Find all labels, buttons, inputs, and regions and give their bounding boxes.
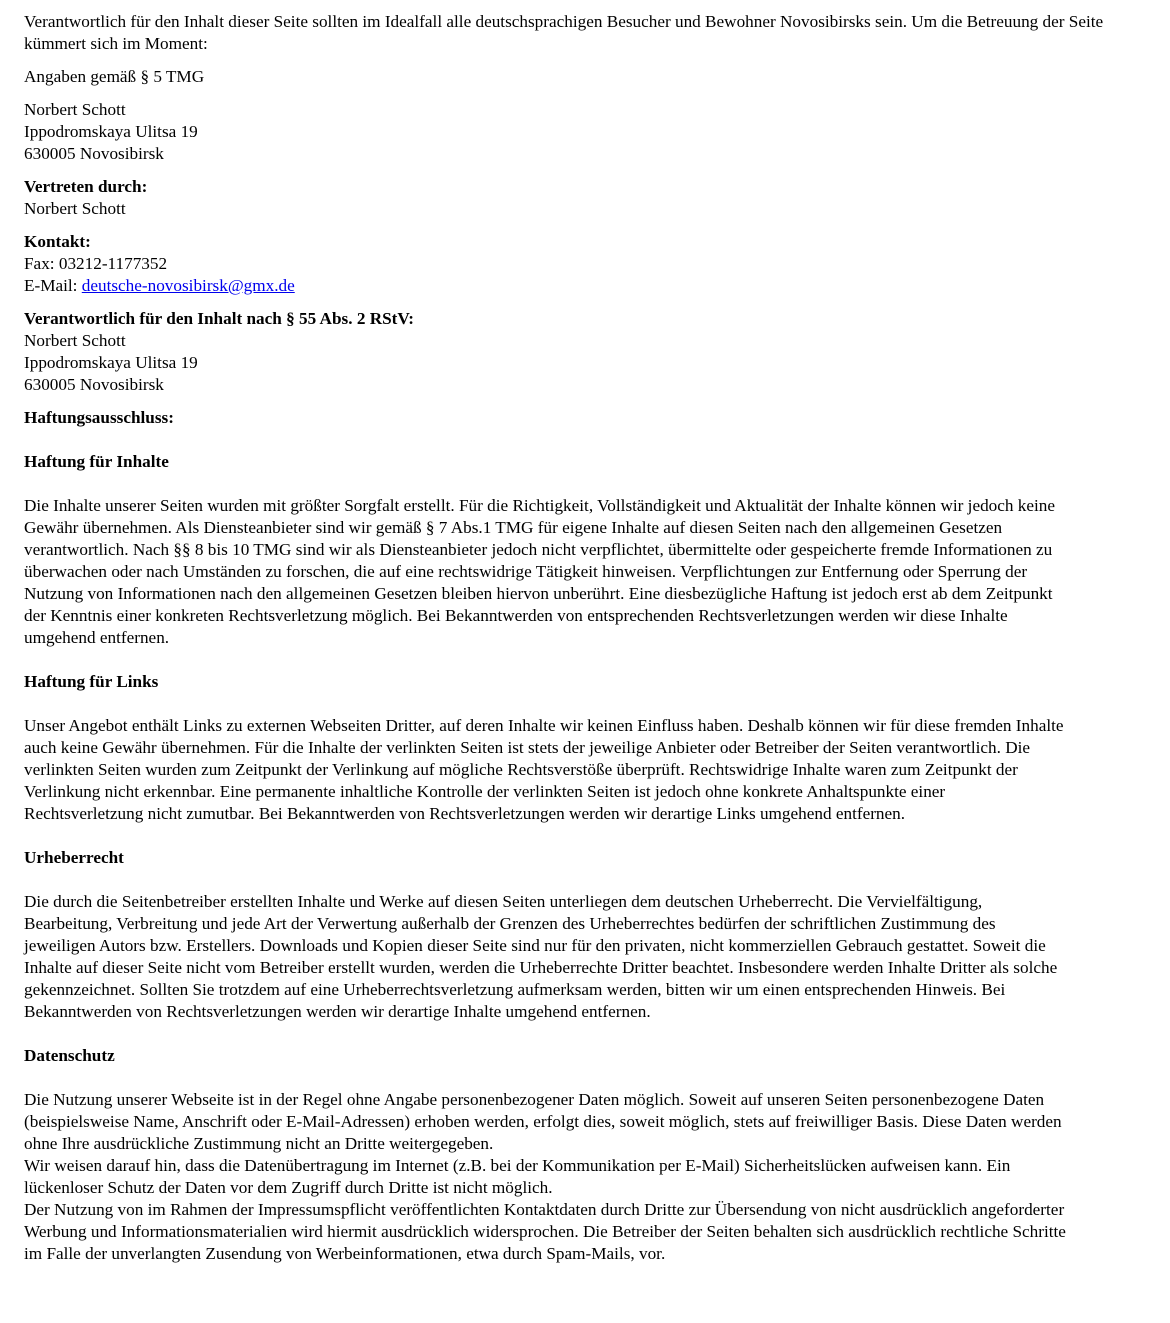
section-line: Die Inhalte unserer Seiten wurden mit größter Sorgfalt erstellt. Für die Richtigkeit, Vollständigkeit und Aktualität der Inhalte können wir jedoch keine (24, 496, 1056, 515)
section-line: der Kenntnis einer konkreten Rechtsverletzung möglich. Bei Bekanntwerden von entsprechenden Rechtsverletzungen werden wir diese Inhalte (24, 606, 1008, 625)
contact-fax: Fax: 03212-1177352 (24, 254, 168, 273)
represented-label: Vertreten durch: (24, 177, 148, 196)
section-title: Datenschutz (24, 1046, 115, 1065)
section-line: Gewähr übernehmen. Als Diensteanbieter sind wir gemäß § 7 Abs.1 TMG für eigene Inhalte auf diesen Seiten nach den allgemeinen Gesetzen (24, 518, 1003, 537)
responsible-block (24, 308, 1146, 396)
tmg-heading: Angaben gemäß § 5 TMG (24, 67, 205, 86)
responsible-label: Verantwortlich für den Inhalt nach § 55 Abs. 2 RStV: (24, 309, 414, 328)
section-line: umgehend entfernen. (24, 628, 170, 647)
section-title: Urheberrecht (24, 848, 124, 867)
address-city: 630005 Novosibirsk (24, 144, 164, 163)
section-line: ohne Ihre ausdrückliche Zustimmung nicht an Dritte weitergegeben. (24, 1134, 494, 1153)
represented-name: Norbert Schott (24, 199, 126, 218)
section-line: Bearbeitung, Verbreitung und jede Art der Verwertung außerhalb der Grenzen des Urheberrechtes bedürfen der schriftlichen Zustimmung des (24, 914, 996, 933)
disclaimer-heading: Haftungsausschluss: (24, 408, 174, 427)
address-block (24, 99, 1146, 165)
address-name: Norbert Schott (24, 100, 126, 119)
responsible-name: Norbert Schott (24, 331, 126, 350)
section-line: verantwortlich. Nach §§ 8 bis 10 TMG sind wir als Diensteanbieter jedoch nicht verpflichtet, übermittelte oder gespeicherte fremde Informationen zu (24, 540, 1053, 559)
section-line: Der Nutzung von im Rahmen der Impressumspflicht veröffentlichten Kontaktdaten durch Dritte zur Übersendung von nicht ausdrücklich angeforderter (24, 1200, 1065, 1219)
address-street: Ippodromskaya Ulitsa 19 (24, 122, 198, 141)
section-urheberrecht (24, 847, 1146, 1023)
contact-email-line (24, 275, 1146, 297)
responsible-city: 630005 Novosibirsk (24, 375, 164, 394)
intro-text: Verantwortlich für den Inhalt dieser Seite sollten im Idealfall alle deutschsprachigen Besucher und Bewohner Novosibirsks sein. Um die Betreuung der Seite kümmert sich im Moment: (24, 12, 1104, 53)
section-line: Werbung und Informationsmaterialien wird hiermit ausdrücklich widersprochen. Die Betreiber der Seiten behalten sich ausdrücklich rechtliche Schritte (24, 1222, 1066, 1241)
section-body (24, 715, 1146, 825)
section-line: jeweiligen Autors bzw. Erstellers. Downloads und Kopien dieser Seite sind nur für den privaten, nicht kommerziellen Gebrauch gestattet. Soweit die (24, 936, 1046, 955)
section-haftung-links (24, 671, 1146, 825)
represented-block (24, 176, 1146, 220)
section-line: Rechtsverletzung nicht zumutbar. Bei Bekanntwerden von Rechtsverletzungen werden wir derartige Links umgehend entfernen. (24, 804, 906, 823)
section-line: lückenloser Schutz der Daten vor dem Zugriff durch Dritte ist nicht möglich. (24, 1178, 553, 1197)
email-link[interactable]: deutsche-novosibirsk@gmx.de (81, 276, 295, 295)
section-body (24, 1089, 1146, 1265)
section-line: verlinkten Seiten wurden zum Zeitpunkt der Verlinkung auf mögliche Rechtsverstöße überprüft. Rechtswidrige Inhalte waren zum Zeitpunkt der (24, 760, 1018, 779)
section-line: gekennzeichnet. Sollten Sie trotzdem auf eine Urheberrechtsverletzung aufmerksam werden, bitten wir um einen entsprechenden Hinweis. Bei (24, 980, 1006, 999)
section-line: Bekanntwerden von Rechtsverletzungen werden wir derartige Inhalte umgehend entfernen. (24, 1002, 651, 1021)
contact-email-prefix: E-Mail: (24, 276, 82, 295)
contact-label: Kontakt: (24, 232, 91, 251)
section-line: im Falle der unverlangten Zusendung von Werbeinformationen, etwa durch Spam-Mails, vor. (24, 1244, 666, 1263)
contact-block (24, 231, 1146, 297)
section-title: Haftung für Links (24, 672, 159, 691)
section-haftung-inhalte (24, 451, 1146, 649)
section-body (24, 891, 1146, 1023)
section-line: auch keine Gewähr übernehmen. Für die Inhalte der verlinkten Seiten ist stets der jeweilige Anbieter oder Betreiber der Seiten verantwortlich. Die (24, 738, 1031, 757)
section-body (24, 495, 1146, 649)
section-line: (beispielsweise Name, Anschrift oder E-Mail-Adressen) erhoben werden, erfolgt dies, soweit möglich, stets auf freiwilliger Basis. Diese Daten werden (24, 1112, 1062, 1131)
section-line: Die Nutzung unserer Webseite ist in der Regel ohne Angabe personenbezogener Daten möglich. Soweit auf unseren Seiten personenbezogene Daten (24, 1090, 1045, 1109)
section-title: Haftung für Inhalte (24, 452, 169, 471)
section-line: Nutzung von Informationen nach den allgemeinen Gesetzen bleiben hiervon unberührt. Eine diesbezügliche Haftung ist jedoch erst ab dem Zeitpunkt (24, 584, 1053, 603)
responsible-street: Ippodromskaya Ulitsa 19 (24, 353, 198, 372)
section-line: Verlinkung nicht erkennbar. Eine permanente inhaltliche Kontrolle der verlinkten Seiten ist jedoch ohne konkrete Anhaltspunkte einer (24, 782, 946, 801)
section-datenschutz (24, 1045, 1146, 1265)
section-line: Die durch die Seitenbetreiber erstellten Inhalte und Werke auf diesen Seiten unterliegen dem deutschen Urheberrecht. Die Vervielfältigung, (24, 892, 983, 911)
section-line: überwachen oder nach Umständen zu forschen, die auf eine rechtswidrige Tätigkeit hinweisen. Verpflichtungen zur Entfernung oder Sperrung der (24, 562, 1028, 581)
section-line: Inhalte auf dieser Seite nicht vom Betreiber erstellt wurden, werden die Urheberrechte Dritter beachtet. Insbesondere werden Inhalte Dritter als solche (24, 958, 1058, 977)
section-line: Wir weisen darauf hin, dass die Datenübertragung im Internet (z.B. bei der Kommunikation per E-Mail) Sicherheitslücken aufweisen kann. Ein (24, 1156, 1011, 1175)
section-line: Unser Angebot enthält Links zu externen Webseiten Dritter, auf deren Inhalte wir keinen Einfluss haben. Deshalb können wir für diese fremden Inhalte (24, 716, 1064, 735)
